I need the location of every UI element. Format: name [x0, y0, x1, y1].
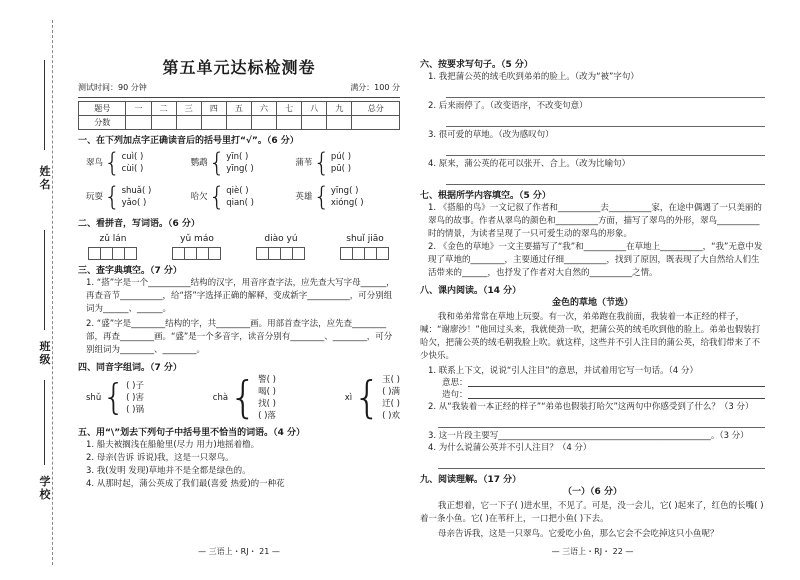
brace: { [104, 148, 121, 178]
binding-dashed-line [52, 20, 53, 565]
pinyin-choice-item [295, 181, 400, 213]
section-7-q1: 1. 《搭船的鸟》一文记叙了作者和__________去__________家，在途中偶遇了一只美丽的翠鸟的故事。作者从翠鸟的颜色和__________方面，描写了翠鸟的外形，翠鸟__________时的情景，为读者呈现了一只可爱生动的翠鸟的形象。 [428, 203, 762, 239]
page-footer-left: — 三语上・RJ・ 21 — [198, 547, 280, 556]
answer-line[interactable] [446, 114, 765, 127]
section-4-title: 四、同音字组词。（7 分） [78, 363, 182, 373]
score-header: 一 [126, 102, 151, 116]
passage-text: 我和弟弟常常在草地上玩耍。有一次，弟弟跑在我前面，我装着一本正经的样子，喊：“谢廖沙！”他回过头来，我就使劲一吹，把蒲公英的绒毛吹到他的脸上。弟弟也假装打哈欠，把蒲公英的绒毛朝我脸上吹。就这样，这些并不引人注目的蒲公英，给我们带来了不少快乐。 [420, 312, 761, 361]
brace: { [208, 182, 226, 212]
section-8-title: 八、课内阅读。（14 分） [420, 286, 522, 296]
reading-para-2: 母亲告诉我，这是一只翠鸟。它爱吃小鱼，那么它会不会吃掉这只小鱼呢？ [438, 529, 719, 539]
homophone-group-cha [213, 374, 276, 422]
score-cell[interactable] [176, 116, 201, 130]
writing-grid[interactable] [162, 247, 232, 260]
meaning-line[interactable] [468, 377, 765, 387]
score-header: 五 [226, 102, 251, 116]
name-blank [44, 60, 45, 150]
answer-line[interactable] [446, 143, 765, 156]
option-a[interactable]: yīng( ) [330, 186, 359, 196]
page-footer-right: — 三语上・RJ・ 22 — [551, 547, 634, 556]
section-1-title: 一、在下列加点字正确读音后的括号里打“√”。（6 分） [78, 136, 299, 146]
score-header: 六 [251, 102, 276, 116]
score-header: 四 [201, 102, 226, 116]
pinyin-choice-grid [86, 147, 400, 213]
score-cell[interactable] [327, 116, 352, 130]
meaning-label: 意思： [442, 378, 468, 388]
brace: { [208, 148, 226, 178]
homophone-blank[interactable]: ( )满 [382, 387, 400, 397]
writing-grid[interactable] [78, 247, 148, 260]
score-header: 七 [277, 102, 302, 116]
score-cell[interactable] [201, 116, 226, 130]
section-5-item[interactable]: 1. 船夫被搁浅在船舱里(尽力 用力)地摇着橹。 [86, 440, 260, 450]
score-table [78, 101, 400, 130]
right-page [420, 0, 765, 580]
section-3-title: 三、查字典填空。（7 分） [78, 266, 182, 276]
score-header: 九 [327, 102, 352, 116]
homophone-blank[interactable]: 迁( ) [382, 399, 400, 409]
score-cell[interactable] [352, 116, 400, 130]
section-8-q4: 4. 为什么说蒲公英并不引人注目？（4 分） [428, 443, 592, 453]
homophone-blank[interactable]: ( )锅 [126, 405, 144, 415]
section-6-list [428, 71, 765, 185]
score-cell[interactable] [251, 116, 276, 130]
homophone-pinyin: chà [212, 393, 229, 403]
section-6-item: 1. 我把蒲公英的绒毛吹到弟弟的脸上。（改为“被”字句） [428, 72, 639, 82]
homophone-pinyin: xì [344, 393, 353, 403]
section-5-item[interactable]: 2. 母亲(告诉 诉说)我，这是一只翠鸟。 [86, 453, 234, 463]
reading-sub-title: （一）（6 分） [563, 487, 622, 497]
sentence-label: 造句： [442, 390, 468, 400]
answer-line[interactable] [438, 456, 765, 469]
score-row-label: 分数 [79, 116, 126, 130]
exam-full-score: 满分：100 分 [350, 83, 400, 92]
class-blank [44, 230, 45, 330]
pinyin-choice-item [191, 147, 296, 179]
exam-meta [78, 82, 400, 98]
word: 蒲苇 [295, 158, 313, 168]
pinyin-text: shuǐ jiāo [346, 234, 384, 244]
section-9-title: 九、阅读理解。（17 分） [420, 475, 522, 485]
sentence-line[interactable] [468, 389, 765, 399]
pinyin-choice-item [86, 181, 191, 213]
writing-grid[interactable] [246, 247, 316, 260]
writing-grid[interactable] [330, 247, 400, 260]
sentence-row [442, 389, 765, 401]
school-blank [44, 380, 45, 465]
section-6-item: 2. 后来雨停了。（改变语序，不改变句意） [428, 101, 588, 111]
section-8-q1: 1. 联系上下文，说说“引人注目”的意思，并试着用它写一句话。（4 分） [428, 366, 698, 376]
section-2-title: 二、看拼音，写词语。（6 分） [78, 219, 200, 229]
option-b[interactable]: pū( ) [330, 164, 352, 174]
homophone-group-shu [86, 374, 144, 422]
section-6-item: 4. 原来，蒲公英的花可以张开、合上。（改为比喻句） [428, 159, 631, 169]
score-header: 题号 [79, 102, 126, 116]
answer-line[interactable] [446, 85, 765, 98]
section-6-item: 3. 很可爱的草地。（改为感叹句） [428, 130, 554, 140]
homophone-blank[interactable]: 找( ) [258, 399, 276, 409]
word: 哈欠 [190, 192, 208, 202]
brace: { [229, 372, 258, 423]
word: 翠鸟 [86, 158, 104, 168]
pinyin-choice-item [191, 181, 296, 213]
option-a[interactable]: qiè( ) [226, 186, 249, 196]
meaning-row [442, 377, 765, 389]
homophone-pinyin: shǔ [86, 393, 102, 403]
pinyin-writing-item [162, 233, 232, 260]
word: 英雄 [295, 192, 313, 202]
pinyin-writing-row [78, 233, 400, 260]
score-cell[interactable] [226, 116, 251, 130]
section-3-q2: 2. “盛”字是________结构的字，共________画。用部首查字法，应先查________部，再查________画。“盛”是一个多音字，读音分别有________、________，可分别组词为________、________。 [86, 319, 393, 355]
section-8-q2: 2. 从“我装着一本正经的样子”“弟弟也假装打哈欠”这两句中你感受到了什么？（3 分） [428, 402, 754, 412]
section-5-title: 五、用“\”划去下列句子中括号里不恰当的词语。（4 分） [78, 428, 306, 438]
pinyin-choice-item [86, 147, 191, 179]
option-a[interactable]: yīn( ) [226, 152, 249, 162]
brace: { [104, 182, 121, 212]
homophone-blank[interactable]: 玉( ) [382, 375, 400, 385]
section-3-q1: 1. “搭”字是一个__________结构的汉字，用音序查字法，应先查大写字母______，再查音节__________，给“搭”字选择正确的解释，变成新字__________，可分别组词为______、______。 [86, 278, 395, 314]
answer-line[interactable] [446, 172, 765, 185]
school-label: 学校 [39, 475, 51, 501]
brace: { [313, 148, 330, 178]
section-7-title: 七、根据所学内容填空。（5 分） [420, 191, 551, 201]
section-8-q3: 3. 这一片段主要写__________________________________________________。（3 分） [428, 431, 749, 441]
exam-time: 测试时间：90 分钟 [78, 83, 147, 92]
reading-para-1: 我正想着，它一下子( )进水里，不见了。可是，没一会儿，它( )起来了，红色的长嘴( )着一条小鱼。它( )在苇秆上，一口把小鱼( )下去。 [420, 501, 764, 524]
score-cell[interactable] [126, 116, 151, 130]
word: 玩耍 [86, 192, 104, 202]
pinyin-choice-item [295, 147, 400, 179]
pinyin-text: diào yú [264, 234, 298, 244]
homophone-blank[interactable]: ( )落 [258, 411, 276, 421]
pinyin-text: yǔ máo [180, 234, 214, 244]
score-header: 三 [176, 102, 201, 116]
pinyin-writing-item [330, 233, 400, 260]
section-5-list [86, 439, 400, 491]
option-a[interactable]: cuì( ) [121, 152, 144, 162]
homophone-blank[interactable]: 警( ) [258, 375, 276, 385]
homophone-group-xi [345, 374, 400, 422]
option-a[interactable]: pú( ) [330, 152, 352, 162]
passage-title: 金色的草地（节选） [551, 298, 633, 308]
option-b[interactable]: yīng( ) [226, 164, 254, 174]
page-title: 第五单元达标检测卷 [162, 58, 316, 77]
homophone-groups [86, 374, 400, 422]
name-label: 姓名 [39, 165, 51, 191]
pinyin-text: zǔ lán [99, 234, 127, 244]
brace: { [353, 372, 382, 423]
option-b[interactable]: xióng( ) [330, 198, 364, 208]
option-b[interactable]: cùi( ) [121, 164, 144, 174]
score-cell[interactable] [151, 116, 176, 130]
pinyin-writing-item [246, 233, 316, 260]
option-a[interactable]: shuǎ( ) [121, 186, 152, 196]
section-5-item[interactable]: 3. 我(发明 发现)草地并不是全都是绿色的。 [86, 466, 251, 476]
score-cell[interactable] [277, 116, 302, 130]
brace: { [102, 377, 126, 418]
answer-line[interactable] [438, 415, 765, 428]
brace: { [313, 182, 330, 212]
section-7-q2: 2. 《金色的草地》一文主要描写了“我”和__________在草地上__________，“我”无意中发现了草地的________，主要通过仔细__________，找到了原因，既表现了大自然给人们生活带来的______，也抒发了作者对大自然的__________之情。 [428, 242, 763, 278]
section-6-title: 六、按要求写句子。（5 分） [420, 60, 533, 70]
score-header: 八 [302, 102, 327, 116]
score-header: 二 [151, 102, 176, 116]
score-header: 总分 [352, 102, 400, 116]
pinyin-writing-item [78, 233, 148, 260]
left-page [78, 0, 400, 580]
section-5-item[interactable]: 4. 从那时起，蒲公英成了我们最(喜爱 热爱)的一种花 [86, 479, 285, 489]
homophone-blank[interactable]: ( )害 [126, 393, 144, 403]
homophone-blank[interactable]: ( )欢 [382, 411, 400, 421]
option-b[interactable]: yǎo( ) [121, 198, 147, 208]
homophone-blank[interactable]: 喝( ) [258, 387, 276, 397]
binding-strip [0, 0, 70, 580]
score-cell[interactable] [302, 116, 327, 130]
word: 鹦鹉 [190, 158, 208, 168]
class-label: 班级 [39, 340, 51, 366]
option-b[interactable]: qian( ) [226, 198, 254, 208]
homophone-blank[interactable]: ( )子 [126, 381, 144, 391]
